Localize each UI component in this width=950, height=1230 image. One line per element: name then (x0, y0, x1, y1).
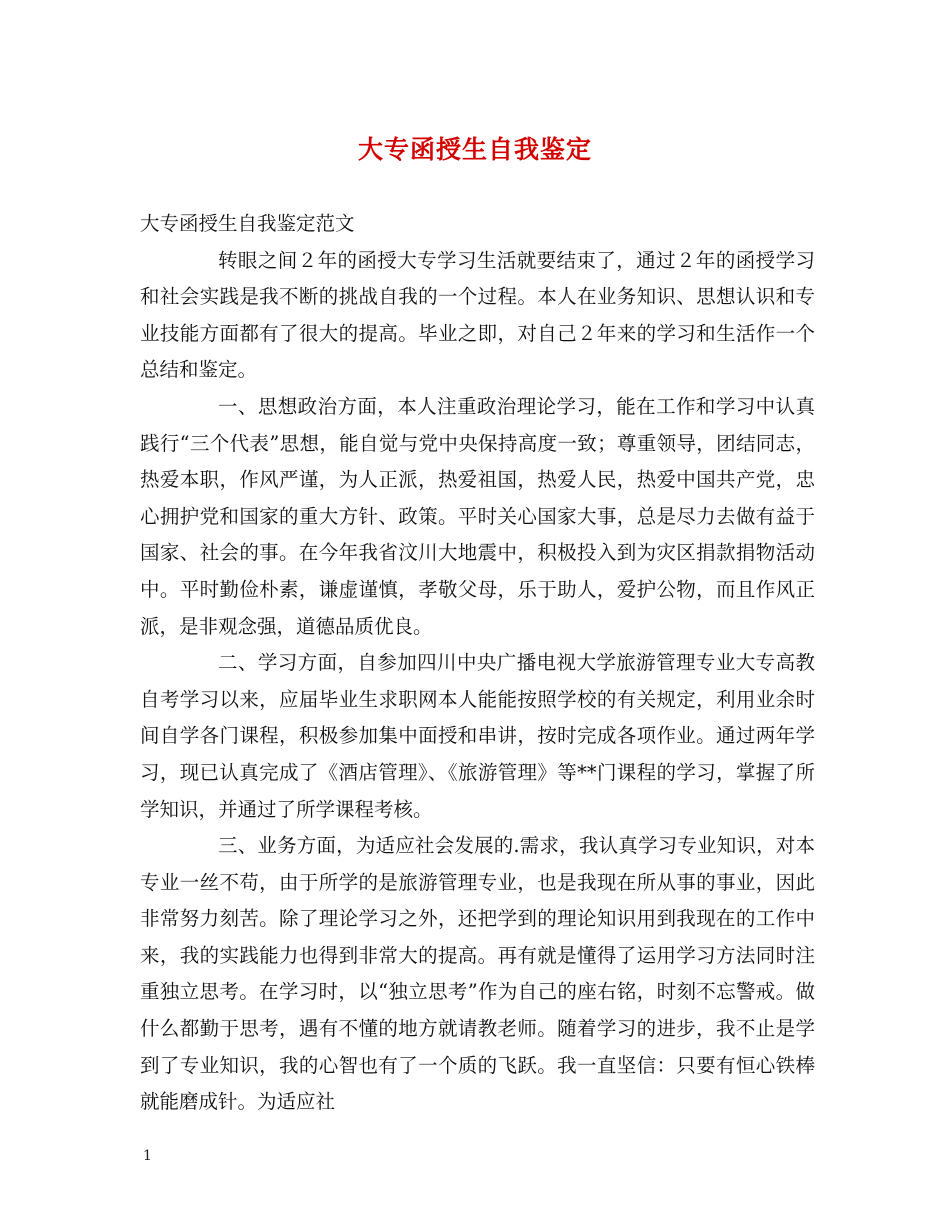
page-number: 1 (143, 1148, 152, 1164)
paragraph-political: 一、思想政治方面，本人注重政治理论学习，能在工作和学习中认真践行“三个代表”思想，能自觉与党中央保持高度一致；尊重领导，团结同志，热爱本职，作风严谨，为人正派，热爱祖国，热爱人民，热爱中国共产党，忠心拥护党和国家的重大方针、政策。平时关心国家大事，总是尽力去做有益于国家、社会的事。在今年我省汶川大地震中，积极投入到为灾区捐款捐物活动中。平时勤俭朴素，谦虚谨慎，孝敬父母，乐于助人，爱护公物，而且作风正派，是非观念强，道德品质优良。 (140, 394, 815, 638)
document-body (140, 206, 815, 1121)
paragraph-study: 二、学习方面，自参加四川中央广播电视大学旅游管理专业大专高教自考学习以来，应届毕业生求职网本人能能按照学校的有关规定，利用业余时间自学各门课程，积极参加集中面授和串讲，按时完成各项作业。通过两年学习，现已认真完成了《酒店管理》、《旅游管理》等**门课程的学习，掌握了所学知识，并通过了所学课程考核。 (140, 651, 815, 821)
paragraph-intro: 转眼之间２年的函授大专学习生活就要结束了，通过２年的函授学习和社会实践是我不断的挑战自我的一个过程。本人在业务知识、思想认识和专业技能方面都有了很大的提高。毕业之即，对自己２年来的学习和生活作一个总结和鉴定。 (140, 248, 815, 382)
document-subtitle: 大专函授生自我鉴定范文 (140, 212, 355, 235)
page-title: 大专函授生自我鉴定 (357, 135, 592, 164)
paragraph-business: 三、业务方面，为适应社会发展的.需求，我认真学习专业知识，对本专业一丝不苟，由于所学的是旅游管理专业，也是我现在所从事的事业，因此非常努力刻苦。除了理论学习之外，还把学到的理论知识用到我现在的工作中来，我的实践能力也得到非常大的提高。再有就是懂得了运用学习方法同时注重独立思考。在学习时，以“独立思考”作为自己的座右铭，时刻不忘警戒。做什么都勤于思考，遇有不懂的地方就请教老师。随着学习的进步，我不止是学到了专业知识，我的心智也有了一个质的飞跃。我一直坚信：只要有恒心铁棒就能磨成针。为适应社 (140, 834, 815, 1114)
